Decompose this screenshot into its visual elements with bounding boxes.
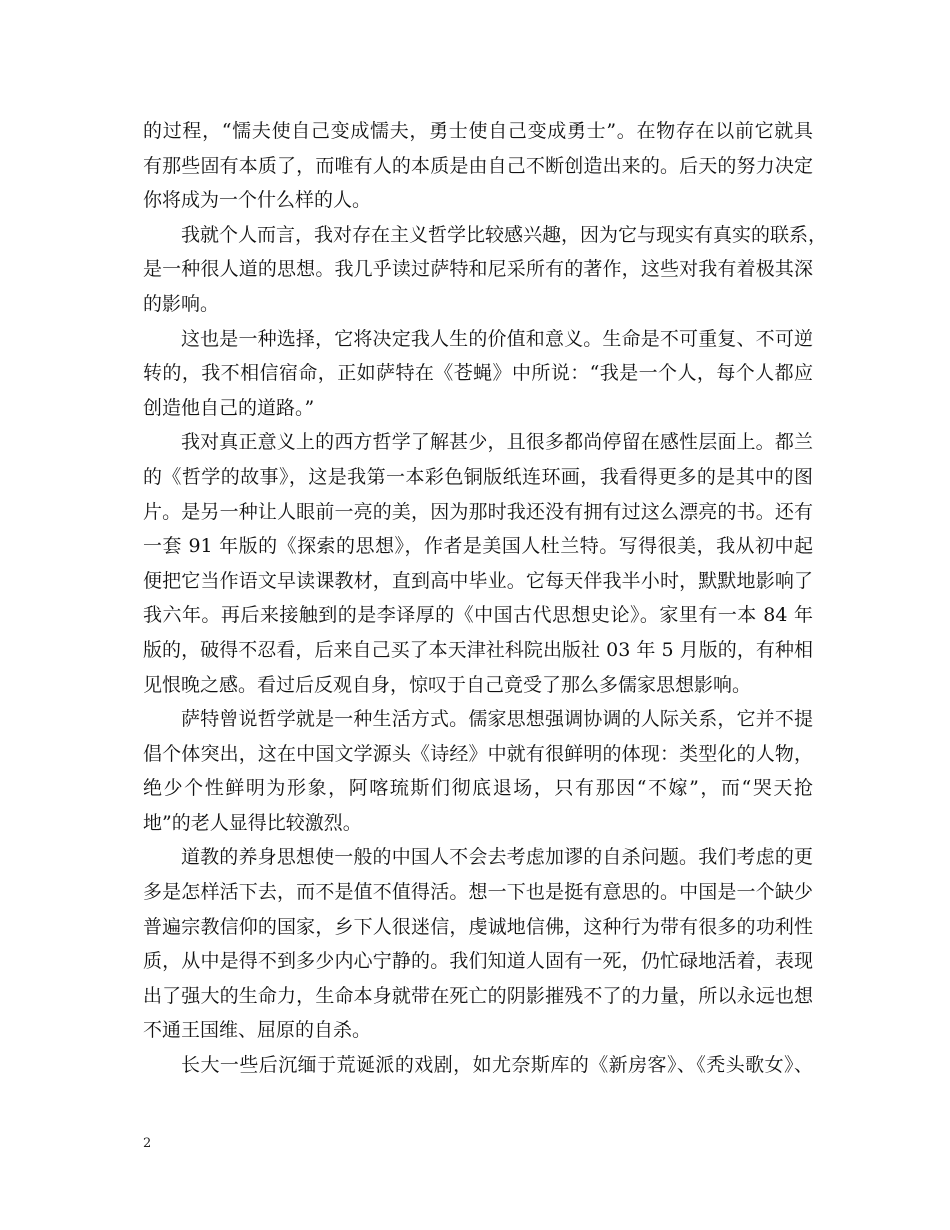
text-line: 我就个人而言，我对存在主义哲学比较感兴趣，因为它与现实有真实的联系， — [181, 223, 828, 246]
paragraph — [143, 1048, 813, 1083]
text-line: 地”的老人显得比较激烈。 — [143, 811, 362, 834]
text-line: 版的，破得不忍看，后来自己买了本天津社科院出版社 03 年 5 月版的，有种相 — [143, 638, 813, 661]
text-line: 道教的养身思想使一般的中国人不会去考虑加谬的自杀问题。我们考虑的更 — [181, 846, 813, 869]
text-line: 见恨晚之感。看过后反观自身，惊叹于自己竟受了那么多儒家思想影响。 — [143, 673, 752, 696]
paragraph — [143, 322, 813, 426]
text-line: 的影响。 — [143, 292, 220, 315]
text-line: 我对真正意义上的西方哲学了解甚少，且很多都尚停留在感性层面上。都兰 — [181, 431, 813, 454]
text-line: 的《哲学的故事》，这是我第一本彩色铜版纸连环画，我看得更多的是其中的图 — [143, 465, 813, 488]
text-line: 萨特曾说哲学就是一种生活方式。儒家思想强调协调的人际关系，它并不提 — [181, 708, 813, 731]
text-line: 普遍宗教信仰的国家，乡下人很迷信，虔诚地信佛，这种行为带有很多的功利性 — [143, 915, 813, 938]
text-line: 便把它当作语文早读课教材，直到高中毕业。它每天伴我半小时，默默地影响了 — [143, 569, 813, 592]
text-line: 你将成为一个什么样的人。 — [143, 189, 372, 212]
text-line: 转的，我不相信宿命，正如萨特在《苍蝇》中所说：“我是一个人，每个人都应 — [143, 362, 813, 385]
paragraph — [143, 218, 828, 322]
text-line: 绝少个性鲜明为形象，阿喀琉斯们彻底退场，只有那因“不嫁”，而“哭天抢 — [143, 777, 813, 800]
text-line: 质，从中是得不到多少内心宁静的。我们知道人固有一死，仍忙碌地活着，表现 — [143, 950, 813, 973]
text-line: 的过程，“懦夫使自己变成懦夫，勇士使自己变成勇士”。在物存在以前它就具 — [143, 120, 813, 142]
text-line: 长大一些后沉缅于荒诞派的戏剧，如尤奈斯库的《新房客》、《秃头歌女》、 — [181, 1054, 813, 1077]
text-line: 片。是另一种让人眼前一亮的美，因为那时我还没有拥有过这么漂亮的书。还有 — [143, 500, 813, 523]
paragraph — [143, 114, 813, 218]
text-line: 不通王国维、屈原的自杀。 — [143, 1019, 372, 1042]
text-line: 是一种很人道的思想。我几乎读过萨特和尼采所有的著作，这些对我有着极其深 — [143, 258, 813, 281]
page-number: 2 — [143, 1136, 152, 1151]
paragraph — [143, 425, 813, 702]
text-line: 有那些固有本质了，而唯有人的本质是由自己不断创造出来的。后天的努力决定 — [143, 154, 813, 177]
text-line: 这也是一种选择，它将决定我人生的价值和意义。生命是不可重复、不可逆 — [181, 327, 813, 350]
document-body — [143, 114, 828, 1083]
text-line: 多是怎样活下去，而不是值不值得活。想一下也是挺有意思的。中国是一个缺少 — [143, 881, 813, 904]
paragraph — [143, 702, 813, 840]
text-line: 创造他自己的道路。” — [143, 396, 315, 419]
text-line: 出了强大的生命力，生命本身就带在死亡的阴影摧残不了的力量，所以永远也想 — [143, 984, 813, 1007]
text-line: 一套 91 年版的《探索的思想》，作者是美国人杜兰特。写得很美，我从初中起 — [143, 535, 813, 558]
text-line: 我六年。再后来接触到的是李译厚的《中国古代思想史论》。家里有一本 84 年 — [143, 604, 813, 627]
paragraph — [143, 840, 813, 1048]
text-line: 倡个体突出，这在中国文学源头《诗经》中就有很鲜明的体现：类型化的人物， — [143, 742, 813, 765]
